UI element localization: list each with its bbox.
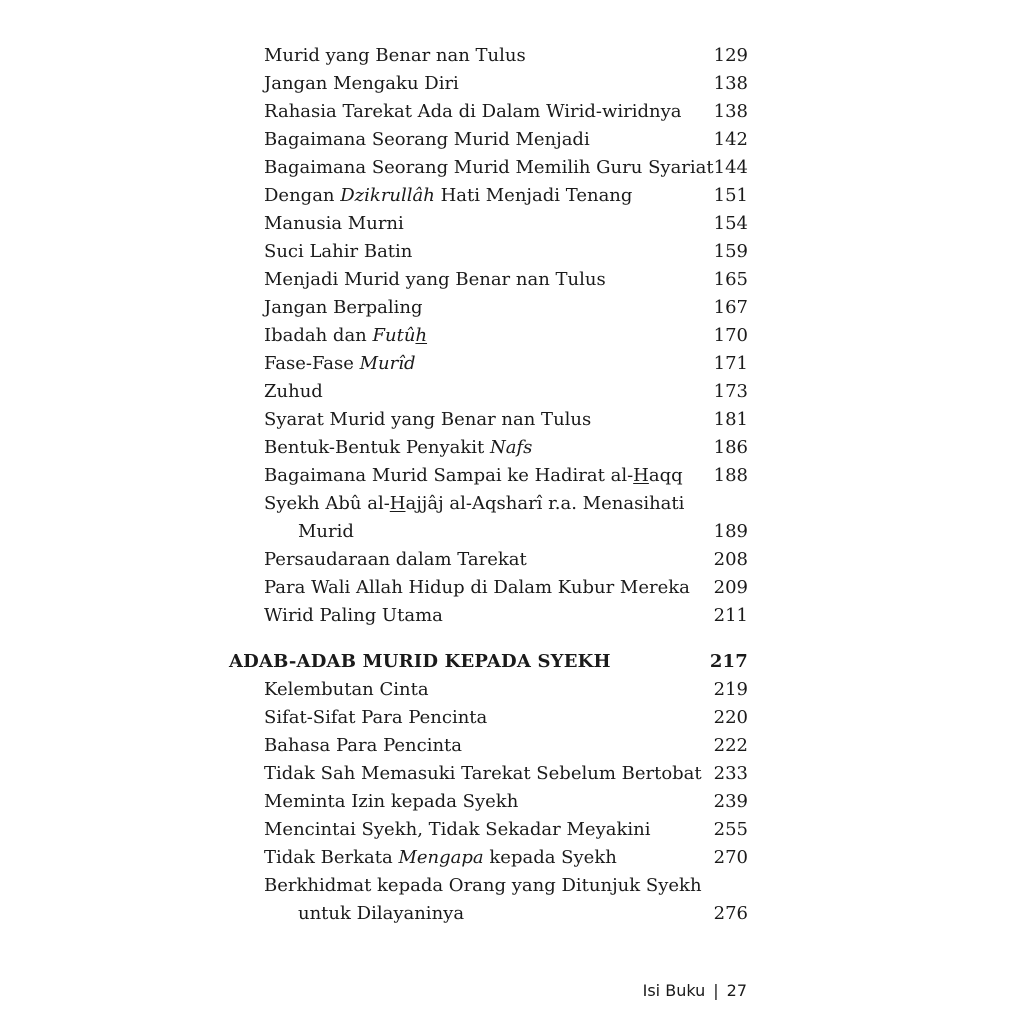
toc-entry	[264, 816, 748, 844]
toc-entry	[264, 462, 748, 490]
toc-entry-title: Jangan Berpaling	[264, 297, 423, 318]
toc-entry	[264, 378, 748, 406]
toc-entry-title: Jangan Mengaku Diri	[264, 73, 459, 94]
toc-entry-page: 209	[713, 577, 748, 598]
toc-entry-page: 270	[713, 847, 748, 868]
toc-entry-page: 222	[713, 735, 748, 756]
toc-section-heading	[229, 648, 748, 676]
toc-entry	[264, 872, 748, 900]
toc-entry-title: Sifat-Sifat Para Pencinta	[264, 707, 488, 728]
toc-entry-title: untuk Dilayaninya	[298, 903, 465, 924]
toc-entry	[264, 760, 748, 788]
toc-entry	[264, 844, 748, 872]
footer-label: Isi Buku	[642, 981, 706, 1000]
toc-entry	[264, 238, 748, 266]
toc-entry-title: Murid	[298, 521, 354, 542]
toc-entry-page: 129	[713, 45, 748, 66]
toc-entry-title: Meminta Izin kepada Syekh	[264, 791, 519, 812]
toc-entry	[264, 602, 748, 630]
toc-entry-page: 239	[713, 791, 748, 812]
toc-entry-title: Manusia Murni	[264, 213, 404, 234]
footer-separator: |	[713, 981, 719, 1000]
toc-entry-page: 144	[713, 157, 748, 178]
toc-entry-page: 171	[713, 353, 748, 374]
toc-entry-title: Menjadi Murid yang Benar nan Tulus	[264, 269, 606, 290]
toc-entry-page: 170	[713, 325, 748, 346]
toc-entry-title: Zuhud	[264, 381, 323, 402]
toc-entry-title: Kelembutan Cinta	[264, 679, 429, 700]
toc-entry	[264, 42, 748, 70]
toc-entry-page: 255	[713, 819, 748, 840]
toc-entry	[264, 322, 748, 350]
toc-entry	[264, 704, 748, 732]
toc-entry-page: 208	[713, 549, 748, 570]
toc-entry-title: Ibadah dan Futûh	[264, 325, 428, 346]
toc-entry-title: Wirid Paling Utama	[264, 605, 443, 626]
toc-entry-page: 167	[713, 297, 748, 318]
toc-entry-title: Berkhidmat kepada Orang yang Ditunjuk Syekh	[264, 875, 702, 896]
toc-entry-page: 142	[713, 129, 748, 150]
toc-entry	[264, 574, 748, 602]
toc-entry	[264, 70, 748, 98]
toc-entry-title: Para Wali Allah Hidup di Dalam Kubur Mereka	[264, 577, 690, 598]
toc-entry	[264, 350, 748, 378]
toc-entry-page: 151	[713, 185, 748, 206]
toc-entry-title: Suci Lahir Batin	[264, 241, 413, 262]
toc-entry-page: 189	[713, 521, 748, 542]
toc-entry-page: 276	[713, 903, 748, 924]
toc-entry	[264, 732, 748, 760]
toc-entry-title: Bagaimana Murid Sampai ke Hadirat al-Haqq	[264, 465, 683, 486]
toc-entry-page: 188	[713, 465, 748, 486]
toc-entry-title: Tidak Sah Memasuki Tarekat Sebelum Bertobat	[264, 763, 702, 784]
toc-entry-page: 211	[713, 605, 748, 626]
toc-entry	[264, 126, 748, 154]
page-footer	[643, 978, 747, 1004]
toc-entry-page: 233	[713, 763, 748, 784]
toc-entry	[264, 490, 748, 518]
toc-entry-title: Dengan Dzikrullâh Hati Menjadi Tenang	[264, 185, 633, 206]
toc-entry-page: 186	[713, 437, 748, 458]
toc-entry-title: Persaudaraan dalam Tarekat	[264, 549, 527, 570]
toc-entry-page: 181	[713, 409, 748, 430]
toc-entry-title: Syekh Abû al-Hajjâj al-Aqsharî r.a. Menasihati	[264, 493, 685, 514]
section-page: 217	[709, 651, 748, 672]
toc-entry	[264, 406, 748, 434]
toc-entry-title: Murid yang Benar nan Tulus	[264, 45, 526, 66]
toc-entry	[264, 788, 748, 816]
section-title: ADAB-ADAB MURID KEPADA SYEKH	[229, 651, 611, 672]
toc-entry	[264, 182, 748, 210]
toc-entry-title: Bentuk-Bentuk Penyakit Nafs	[264, 437, 533, 458]
toc-entry-page: 220	[713, 707, 748, 728]
toc-entry-page: 154	[713, 213, 748, 234]
toc-entry-page: 159	[713, 241, 748, 262]
toc-entry	[264, 210, 748, 238]
toc-entry-page: 165	[713, 269, 748, 290]
toc-entry-title: Tidak Berkata Mengapa kepada Syekh	[264, 847, 617, 868]
toc-entry-title: Bagaimana Seorang Murid Memilih Guru Syariat	[264, 157, 714, 178]
toc-entry	[264, 434, 748, 462]
toc-entry-continuation	[264, 518, 748, 546]
page-number: 27	[726, 981, 747, 1000]
toc-entry	[264, 294, 748, 322]
toc-entry	[264, 98, 748, 126]
toc-entry-title: Bahasa Para Pencinta	[264, 735, 463, 756]
toc-entry-title: Bagaimana Seorang Murid Menjadi	[264, 129, 590, 150]
toc-entry	[264, 676, 748, 704]
toc-entry	[264, 266, 748, 294]
toc-entry-title: Fase-Fase Murîd	[264, 353, 416, 374]
toc-entry-page: 173	[713, 381, 748, 402]
toc-entry	[264, 154, 748, 182]
toc-entry	[264, 546, 748, 574]
toc-entry-page: 138	[713, 73, 748, 94]
toc-entry-title: Syarat Murid yang Benar nan Tulus	[264, 409, 592, 430]
toc-entry-page: 138	[713, 101, 748, 122]
toc-entry-continuation	[264, 900, 748, 928]
toc-entry-title: Rahasia Tarekat Ada di Dalam Wirid-wiridnya	[264, 101, 682, 122]
toc-entry-title: Mencintai Syekh, Tidak Sekadar Meyakini	[264, 819, 651, 840]
toc-entry-page: 219	[713, 679, 748, 700]
